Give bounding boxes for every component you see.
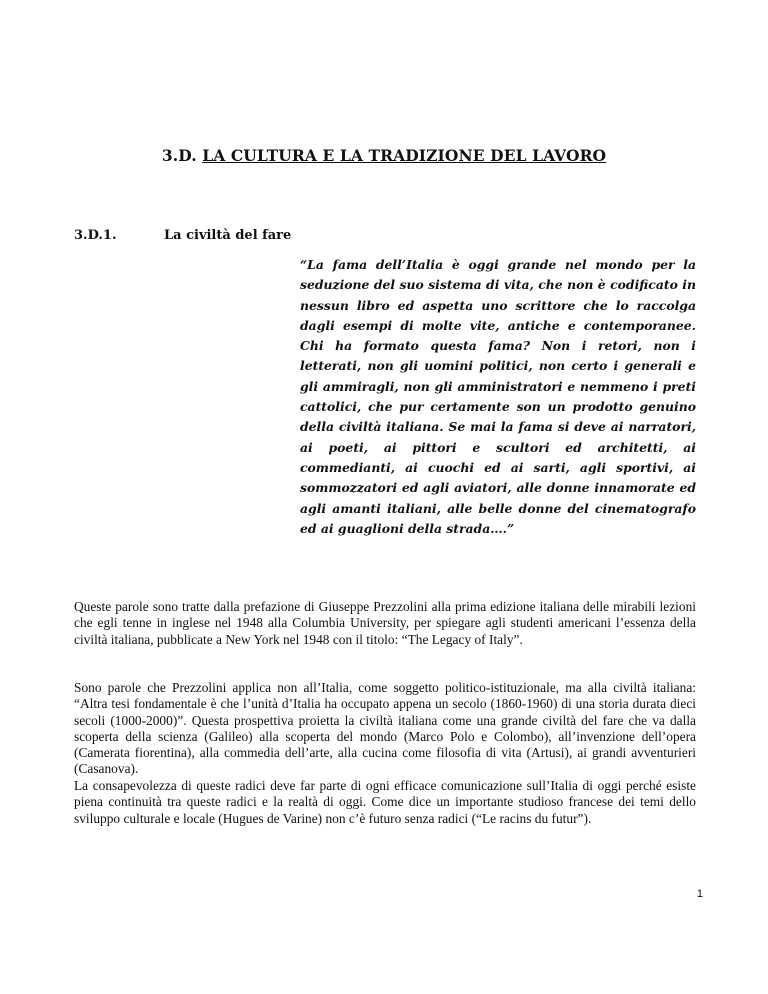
page-number: 1 [696, 888, 703, 900]
body-paragraph: La consapevolezza di queste radici deve far parte di ogni efficace comunicazione sull’Italia di oggi perché esiste piena continuità tra queste radici e la realtà di oggi. Come dice un importante studioso francese dei temi dello sviluppo culturale e locale (Hugues de Varine) non c’è futuro senza radici (“Le racins du futur”). [74, 778, 696, 826]
prezzolini-quote: “La fama dell’Italia è oggi grande nel mondo per la seduzione del suo sistema di vita, che non è codificato in nessun libro ed aspetta uno scrittore che lo raccolga dagli esempi di molte vite, antiche e contemporanee. Chi ha formato questa fama? Non i retori, non i letterati, non gli uomini politici, non certo i generali e gli ammiragli, non gli amministratori e nemmeno i preti cattolici, che pur certamente son un prodotto genuino della civiltà italiana. Se mai la fama si deve ai narratori, ai poeti, ai pittori e scultori ed architetti, ai commedianti, ai cuochi ed ai sarti, agli sportivi, ai sommozzatori ed agli aviatori, alle donne innamorate ed agli amanti italiani, alle belle donne del cinematografo ed ai guaglioni della strada….” [300, 257, 696, 536]
body-paragraph: Sono parole che Prezzolini applica non all’Italia, come soggetto politico-istituzionale, ma alla civiltà italiana: “Altra tesi fondamentale è che l’unità d’Italia ha occupato appena un secolo (1860-1960) di una storia durata dieci secoli (1000-2000)”. Questa prospettiva proietta la civiltà italiana come una grande civiltà del fare che va dalla scoperta della scienza (Galileo) alla scoperta del mondo (Marco Polo e Colombo), all’invenzione dell’opera (Camerata fiorentina), alla commedia dell’arte, alla cucina come filosofia di vita (Artusi), ai grandi avventurieri (Casanova). [74, 680, 696, 777]
subsection-title: La civiltà del fare [164, 228, 292, 243]
subsection-number: 3.D.1. [74, 228, 117, 243]
section-title: LA CULTURA E LA TRADIZIONE DEL LAVORO [202, 146, 607, 165]
section-heading [0, 146, 768, 165]
section-number: 3.D. [161, 146, 197, 165]
body-paragraph: Queste parole sono tratte dalla prefazione di Giuseppe Prezzolini alla prima edizione italiana delle mirabili lezioni che egli tenne in inglese nel 1948 alla Columbia University, per spiegare agli studenti americani l’essenza della civiltà italiana, pubblicate a New York nel 1948 con il titolo: “The Legacy of Italy”. [74, 599, 696, 647]
